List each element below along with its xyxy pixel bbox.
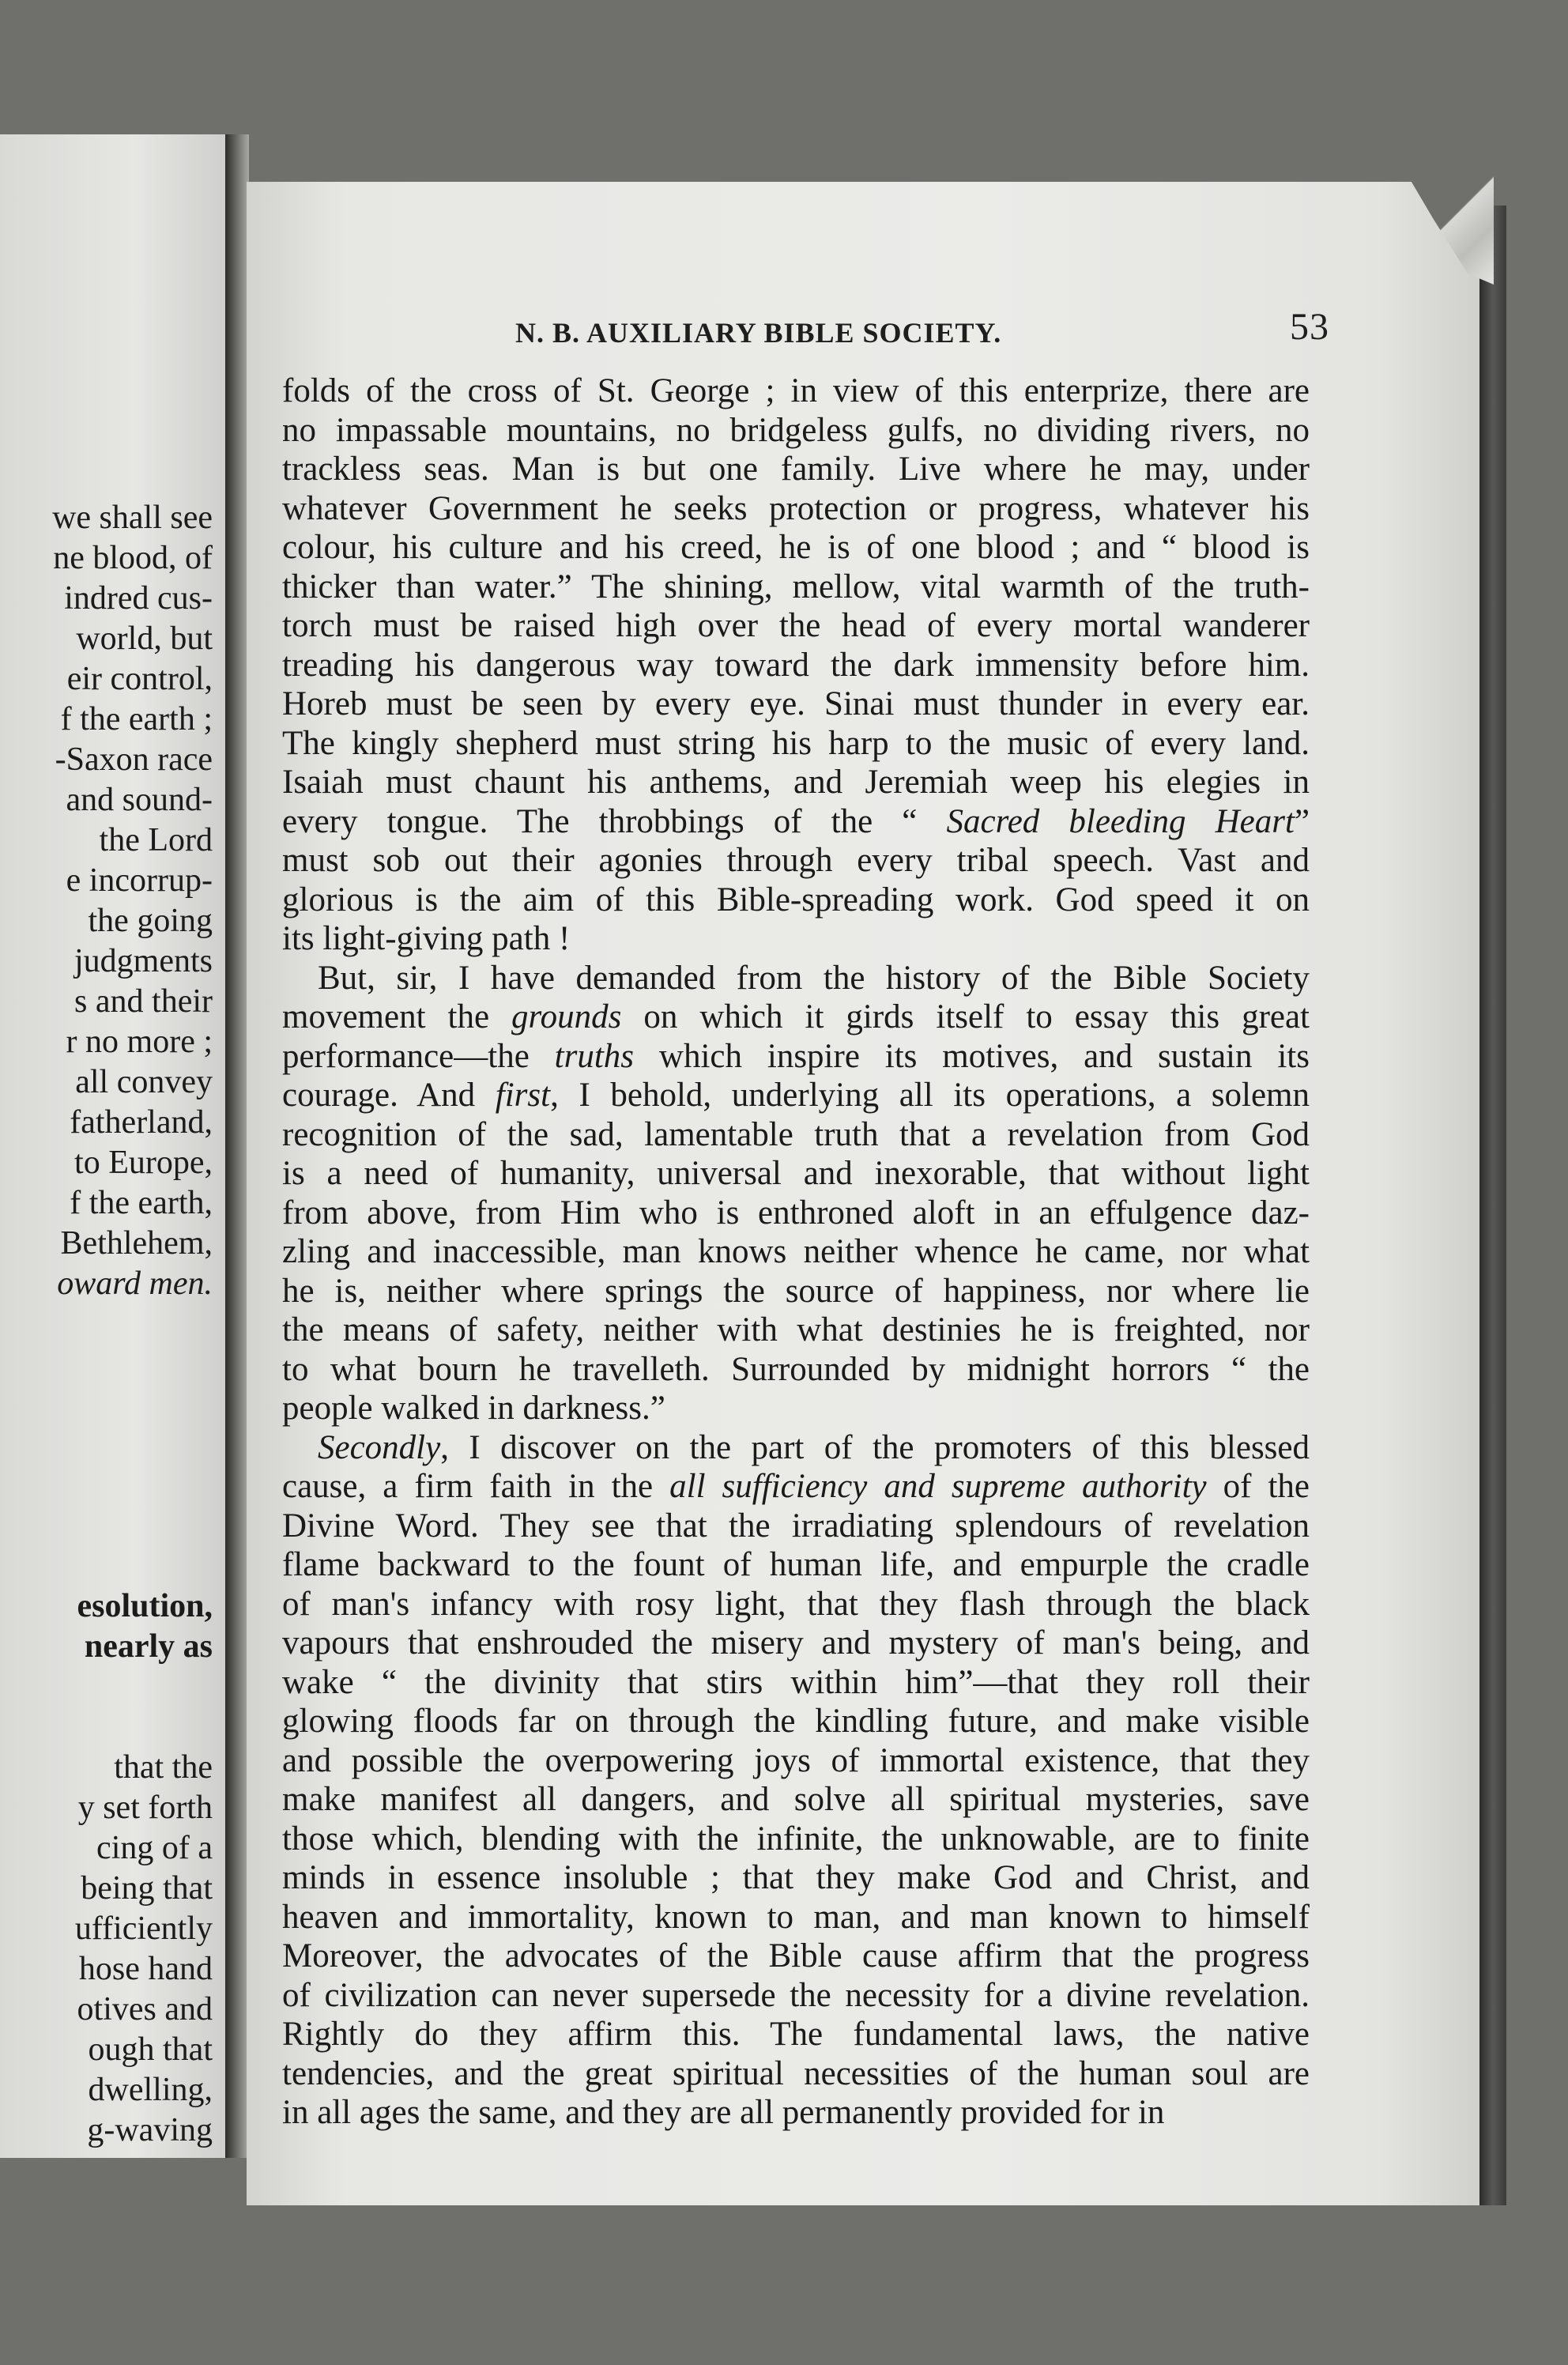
text-line: Isaiah must chaunt his anthems, and Jeremiah weep his elegies in (282, 764, 1310, 801)
left-page-line: indred cus- (64, 580, 213, 617)
left-page-line (52, 1546, 213, 1586)
left-page-line: all convey (75, 1064, 213, 1100)
text-line: of man's infancy with rosy light, that they flash through the black (282, 1585, 1310, 1623)
text-line: The kingly shepherd must string his harp to the music of every land. (282, 724, 1310, 762)
left-page-line: that the (114, 1749, 213, 1786)
text-line: wake “ the divinity that stirs within him”—that they roll their (282, 1663, 1310, 1701)
text-line: glorious is the aim of this Bible-spreading work. God speed it on (282, 881, 1310, 918)
text-line: heaven and immortality, known to man, and man known to himself (282, 1898, 1310, 1936)
text-line: Horeb must be seen by every eye. Sinai must thunder in every ear. (282, 685, 1310, 722)
text-line: courage. And first, I behold, underlying all its operations, a solemn (282, 1077, 1310, 1114)
left-page-line: the going (88, 903, 213, 939)
left-page-line: esolution, (77, 1588, 213, 1624)
left-page-line (52, 1425, 213, 1465)
text-line: torch must be raised high over the head of every mortal wanderer (282, 607, 1310, 644)
left-page-line: judgments (74, 943, 213, 979)
text-line: Rightly do they affirm this. The fundamental laws, the native (282, 2016, 1310, 2053)
text-line: treading his dangerous way toward the dark immensity before him. (282, 646, 1310, 684)
left-page-line: y set forth (77, 1790, 213, 1826)
left-page-text (52, 498, 213, 2151)
left-page-line: cing of a (96, 1830, 213, 1866)
running-head-title: N. B. AUXILIARY BIBLE SOCIETY. (515, 317, 1002, 349)
left-page-line (52, 1707, 213, 1748)
right-page (247, 182, 1479, 2205)
left-page-line: ne blood, of (53, 540, 213, 576)
text-line: every tongue. The throbbings of the “ Sacred bleeding Heart” (282, 802, 1310, 840)
left-page-line: r no more ; (66, 1024, 213, 1060)
left-page-line: oward men. (57, 1265, 213, 1302)
left-page-line: f the earth ; (60, 701, 213, 737)
left-page-line: -Saxon race (55, 741, 213, 778)
text-line: tendencies, and the great spiritual necessities of the human soul are (282, 2054, 1310, 2092)
text-line: movement the grounds on which it girds itself to essay this great (282, 998, 1310, 1035)
left-page-line: world, but (76, 620, 213, 657)
text-line: the means of safety, neither with what destinies he is freighted, nor (282, 1311, 1310, 1348)
text-line: to what bourn he travelleth. Surrounded by midnight horrors “ the (282, 1350, 1310, 1388)
text-line: folds of the cross of St. George ; in view of this enterprize, there are (282, 372, 1310, 409)
book-gutter (225, 134, 249, 2158)
text-line: no impassable mountains, no bridgeless gulfs, no dividing rivers, no (282, 411, 1310, 449)
left-page-line (52, 1506, 213, 1546)
text-line: Secondly, I discover on the part of the promoters of this blessed (318, 1428, 1310, 1466)
text-line: make manifest all dangers, and solve all spiritual mysteries, save (282, 1781, 1310, 1818)
text-line: flame backward to the fount of human life, and empurple the cradle (282, 1546, 1310, 1583)
text-line: trackless seas. Man is but one family. Live where he may, under (282, 451, 1310, 488)
left-page-line: hose hand (78, 1951, 213, 1987)
left-page-line: dwelling, (88, 2072, 213, 2108)
left-page-line (52, 1667, 213, 1707)
text-line: of civilization can never supersede the necessity for a divine revelation. (282, 1976, 1310, 2014)
left-page-line (52, 1304, 213, 1345)
text-line: and possible the overpowering joys of immortal existence, that they (282, 1741, 1310, 1779)
left-page-line: otives and (77, 1991, 213, 2027)
text-line: minds in essence insoluble ; that they make God and Christ, and (282, 1859, 1310, 1896)
text-line: Moreover, the advocates of the Bible cause affirm that the progress (282, 1937, 1310, 1975)
left-page-line: to Europe, (74, 1145, 213, 1181)
text-line: must sob out their agonies through every tribal speech. Vast and (282, 842, 1310, 879)
body-text (282, 372, 1310, 2133)
text-line: whatever Government he seeks protection or progress, whatever his (282, 489, 1310, 527)
page-number: 53 (1290, 306, 1329, 348)
text-line: thicker than water.” The shining, mellow, vital warmth of the truth- (282, 568, 1310, 605)
text-line: is a need of humanity, universal and inexorable, that without light (282, 1155, 1310, 1192)
left-page-line: e incorrup- (66, 862, 213, 899)
left-page-line (52, 1385, 213, 1425)
text-line: he is, neither where springs the source of happiness, nor where lie (282, 1272, 1310, 1310)
text-line: people walked in darkness.” (282, 1390, 665, 1427)
text-line: in all ages the same, and they are all permanently provided for in (282, 2094, 1165, 2131)
left-page-line: ufficiently (74, 1910, 213, 1947)
page-edge (1479, 206, 1506, 2205)
left-page-line: f the earth, (70, 1185, 213, 1221)
text-line: recognition of the sad, lamentable truth that a revelation from God (282, 1115, 1310, 1153)
left-page-line: and sound- (66, 782, 213, 818)
text-line: those which, blending with the infinite, the unknowable, are to finite (282, 1820, 1310, 1858)
text-line: its light-giving path ! (282, 920, 571, 957)
left-page-line (52, 1465, 213, 1506)
left-page-line: g-waving (87, 2112, 213, 2148)
text-line: But, sir, I have demanded from the history of the Bible Society (318, 959, 1310, 997)
left-page-line: nearly as (84, 1628, 213, 1665)
left-page (0, 134, 230, 2158)
text-line: glowing floods far on through the kindling future, and make visible (282, 1703, 1310, 1740)
left-page-line: s and their (74, 983, 213, 1020)
left-page-line: we shall see (52, 500, 213, 536)
text-line: zling and inaccessible, man knows neither whence he came, nor what (282, 1233, 1310, 1270)
left-page-line (52, 1345, 213, 1385)
text-line: colour, his culture and his creed, he is of one blood ; and “ blood is (282, 529, 1310, 566)
left-page-line: the Lord (99, 822, 213, 858)
text-line: vapours that enshrouded the misery and mystery of man's being, and (282, 1624, 1310, 1662)
left-page-line: Bethlehem, (60, 1225, 213, 1262)
left-page-line: fatherland, (70, 1104, 213, 1141)
left-page-line: being that (81, 1870, 213, 1907)
text-line: performance—the truths which inspire its motives, and sustain its (282, 1037, 1310, 1075)
left-page-line: eir control, (66, 661, 213, 697)
text-line: from above, from Him who is enthroned aloft in an effulgence daz- (282, 1194, 1310, 1232)
text-line: cause, a firm faith in the all sufficiency and supreme authority of the (282, 1468, 1310, 1505)
left-page-line: ough that (88, 2031, 213, 2068)
text-line: Divine Word. They see that the irradiating splendours of revelation (282, 1507, 1310, 1545)
